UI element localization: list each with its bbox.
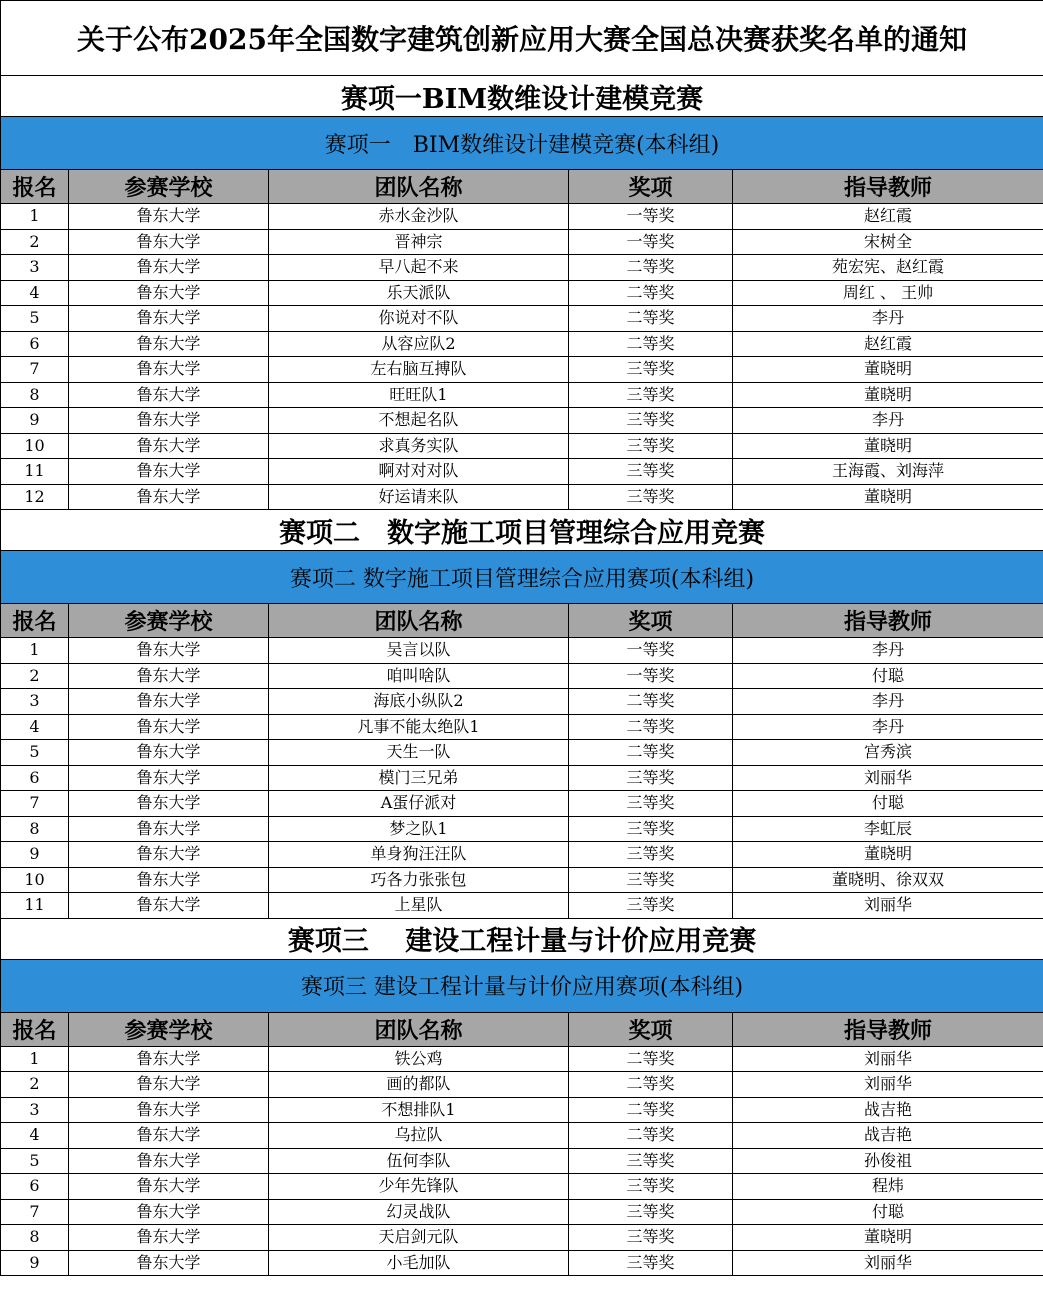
team-name-cell: 天生一队 bbox=[269, 740, 569, 766]
table-row bbox=[1, 791, 1043, 817]
rank-cell: 9 bbox=[1, 1250, 69, 1276]
section-heading: 赛项一BIM数维设计建模竞赛 bbox=[1, 76, 1043, 117]
school-cell: 鲁东大学 bbox=[69, 867, 269, 893]
rank-cell: 2 bbox=[1, 229, 69, 255]
header-team-name: 团队名称 bbox=[269, 1012, 569, 1046]
advisor-cell: 董晓明 bbox=[733, 433, 1043, 459]
school-cell: 鲁东大学 bbox=[69, 433, 269, 459]
rank-cell: 2 bbox=[1, 1072, 69, 1098]
advisor-cell: 赵红霞 bbox=[733, 331, 1043, 357]
rank-cell: 5 bbox=[1, 306, 69, 332]
advisor-cell: 宫秀滨 bbox=[733, 740, 1043, 766]
team-name-cell: 早八起不来 bbox=[269, 255, 569, 281]
award-cell: 三等奖 bbox=[569, 459, 733, 485]
header-team-name: 团队名称 bbox=[269, 604, 569, 638]
table-row bbox=[1, 1097, 1043, 1123]
award-cell: 三等奖 bbox=[569, 1199, 733, 1225]
advisor-cell: 宋树全 bbox=[733, 229, 1043, 255]
award-cell: 二等奖 bbox=[569, 1072, 733, 1098]
school-cell: 鲁东大学 bbox=[69, 306, 269, 332]
rank-cell: 7 bbox=[1, 791, 69, 817]
advisor-cell: 董晓明 bbox=[733, 382, 1043, 408]
team-name-cell: 你说对不队 bbox=[269, 306, 569, 332]
rank-cell: 9 bbox=[1, 408, 69, 434]
advisor-cell: 董晓明 bbox=[733, 484, 1043, 510]
school-cell: 鲁东大学 bbox=[69, 1148, 269, 1174]
team-name-cell: 单身狗汪汪队 bbox=[269, 842, 569, 868]
advisor-cell: 董晓明 bbox=[733, 1225, 1043, 1251]
team-name-cell: 乐天派队 bbox=[269, 280, 569, 306]
award-cell: 三等奖 bbox=[569, 1225, 733, 1251]
rank-cell: 10 bbox=[1, 867, 69, 893]
school-cell: 鲁东大学 bbox=[69, 255, 269, 281]
header-advisor: 指导教师 bbox=[733, 170, 1043, 204]
award-cell: 一等奖 bbox=[569, 663, 733, 689]
award-cell: 三等奖 bbox=[569, 1148, 733, 1174]
rank-cell: 1 bbox=[1, 638, 69, 664]
rank-cell: 4 bbox=[1, 714, 69, 740]
award-cell: 二等奖 bbox=[569, 1097, 733, 1123]
advisor-cell: 刘丽华 bbox=[733, 1250, 1043, 1276]
table-row bbox=[1, 842, 1043, 868]
award-cell: 三等奖 bbox=[569, 433, 733, 459]
header-school: 参赛学校 bbox=[69, 1012, 269, 1046]
advisor-cell: 董晓明 bbox=[733, 357, 1043, 383]
header-award: 奖项 bbox=[569, 1012, 733, 1046]
rank-cell: 7 bbox=[1, 1199, 69, 1225]
team-name-cell: A蛋仔派对 bbox=[269, 791, 569, 817]
rank-cell: 10 bbox=[1, 433, 69, 459]
award-cell: 三等奖 bbox=[569, 1250, 733, 1276]
advisor-cell: 董晓明 bbox=[733, 842, 1043, 868]
advisor-cell: 李虹辰 bbox=[733, 816, 1043, 842]
advisor-cell: 董晓明、徐双双 bbox=[733, 867, 1043, 893]
school-cell: 鲁东大学 bbox=[69, 765, 269, 791]
team-name-cell: 好运请来队 bbox=[269, 484, 569, 510]
award-cell: 三等奖 bbox=[569, 484, 733, 510]
table-row bbox=[1, 280, 1043, 306]
school-cell: 鲁东大学 bbox=[69, 740, 269, 766]
advisor-cell: 周红 、 王帅 bbox=[733, 280, 1043, 306]
rank-cell: 5 bbox=[1, 1148, 69, 1174]
team-name-cell: 少年先锋队 bbox=[269, 1174, 569, 1200]
rank-cell: 11 bbox=[1, 459, 69, 485]
table-row bbox=[1, 765, 1043, 791]
table-row bbox=[1, 638, 1043, 664]
school-cell: 鲁东大学 bbox=[69, 714, 269, 740]
advisor-cell: 战吉艳 bbox=[733, 1097, 1043, 1123]
table-row bbox=[1, 204, 1043, 230]
page-title: 关于公布2025年全国数字建筑创新应用大赛全国总决赛获奖名单的通知 bbox=[1, 1, 1043, 76]
team-name-cell: 铁公鸡 bbox=[269, 1046, 569, 1072]
rank-cell: 3 bbox=[1, 255, 69, 281]
advisor-cell: 战吉艳 bbox=[733, 1123, 1043, 1149]
school-cell: 鲁东大学 bbox=[69, 229, 269, 255]
rank-cell: 6 bbox=[1, 1174, 69, 1200]
school-cell: 鲁东大学 bbox=[69, 357, 269, 383]
team-name-cell: 海底小纵队2 bbox=[269, 689, 569, 715]
advisor-cell: 刘丽华 bbox=[733, 1046, 1043, 1072]
table-row bbox=[1, 1225, 1043, 1251]
award-cell: 三等奖 bbox=[569, 1174, 733, 1200]
school-cell: 鲁东大学 bbox=[69, 1174, 269, 1200]
school-cell: 鲁东大学 bbox=[69, 1097, 269, 1123]
column-header-row bbox=[1, 1012, 1043, 1046]
award-cell: 二等奖 bbox=[569, 1046, 733, 1072]
advisor-cell: 李丹 bbox=[733, 408, 1043, 434]
advisor-cell: 李丹 bbox=[733, 689, 1043, 715]
team-name-cell: 上星队 bbox=[269, 893, 569, 919]
award-cell: 一等奖 bbox=[569, 229, 733, 255]
rank-cell: 5 bbox=[1, 740, 69, 766]
advisor-cell: 刘丽华 bbox=[733, 765, 1043, 791]
table-row bbox=[1, 714, 1043, 740]
rank-cell: 1 bbox=[1, 1046, 69, 1072]
table-row bbox=[1, 484, 1043, 510]
rank-cell: 7 bbox=[1, 357, 69, 383]
section-heading: 赛项三 建设工程计量与计价应用竞赛 bbox=[1, 918, 1043, 959]
award-cell: 一等奖 bbox=[569, 638, 733, 664]
table-row bbox=[1, 1174, 1043, 1200]
table-row bbox=[1, 663, 1043, 689]
school-cell: 鲁东大学 bbox=[69, 1225, 269, 1251]
school-cell: 鲁东大学 bbox=[69, 816, 269, 842]
team-name-cell: 从容应队2 bbox=[269, 331, 569, 357]
award-cell: 一等奖 bbox=[569, 204, 733, 230]
table-row bbox=[1, 331, 1043, 357]
rank-cell: 9 bbox=[1, 842, 69, 868]
table-row bbox=[1, 1123, 1043, 1149]
rank-cell: 12 bbox=[1, 484, 69, 510]
team-name-cell: 晋神宗 bbox=[269, 229, 569, 255]
team-name-cell: 小毛加队 bbox=[269, 1250, 569, 1276]
table-row bbox=[1, 459, 1043, 485]
advisor-cell: 付聪 bbox=[733, 1199, 1043, 1225]
rank-cell: 3 bbox=[1, 1097, 69, 1123]
table-row bbox=[1, 229, 1043, 255]
advisor-cell: 付聪 bbox=[733, 791, 1043, 817]
award-cell: 二等奖 bbox=[569, 740, 733, 766]
header-school: 参赛学校 bbox=[69, 604, 269, 638]
award-cell: 三等奖 bbox=[569, 382, 733, 408]
award-cell: 二等奖 bbox=[569, 714, 733, 740]
team-name-cell: 不想起名队 bbox=[269, 408, 569, 434]
table-row bbox=[1, 1250, 1043, 1276]
rank-cell: 3 bbox=[1, 689, 69, 715]
school-cell: 鲁东大学 bbox=[69, 484, 269, 510]
table-row bbox=[1, 408, 1043, 434]
award-cell: 三等奖 bbox=[569, 765, 733, 791]
rank-cell: 6 bbox=[1, 765, 69, 791]
advisor-cell: 刘丽华 bbox=[733, 893, 1043, 919]
table-row bbox=[1, 382, 1043, 408]
table-row bbox=[1, 255, 1043, 281]
rank-cell: 8 bbox=[1, 816, 69, 842]
column-header-row bbox=[1, 170, 1043, 204]
table-row bbox=[1, 306, 1043, 332]
school-cell: 鲁东大学 bbox=[69, 1046, 269, 1072]
school-cell: 鲁东大学 bbox=[69, 331, 269, 357]
team-name-cell: 旺旺队1 bbox=[269, 382, 569, 408]
table-row bbox=[1, 893, 1043, 919]
team-name-cell: 啊对对对队 bbox=[269, 459, 569, 485]
school-cell: 鲁东大学 bbox=[69, 689, 269, 715]
team-name-cell: 吴言以队 bbox=[269, 638, 569, 664]
rank-cell: 11 bbox=[1, 893, 69, 919]
header-rank: 报名 bbox=[1, 1012, 69, 1046]
award-cell: 二等奖 bbox=[569, 689, 733, 715]
table-row bbox=[1, 689, 1043, 715]
team-name-cell: 求真务实队 bbox=[269, 433, 569, 459]
team-name-cell: 凡事不能太绝队1 bbox=[269, 714, 569, 740]
rank-cell: 8 bbox=[1, 382, 69, 408]
school-cell: 鲁东大学 bbox=[69, 842, 269, 868]
rank-cell: 4 bbox=[1, 1123, 69, 1149]
award-cell: 二等奖 bbox=[569, 1123, 733, 1149]
award-cell: 三等奖 bbox=[569, 408, 733, 434]
rank-cell: 1 bbox=[1, 204, 69, 230]
advisor-cell: 苑宏宪、赵红霞 bbox=[733, 255, 1043, 281]
award-cell: 三等奖 bbox=[569, 791, 733, 817]
team-name-cell: 咱叫啥队 bbox=[269, 663, 569, 689]
advisor-cell: 王海霞、刘海萍 bbox=[733, 459, 1043, 485]
school-cell: 鲁东大学 bbox=[69, 663, 269, 689]
award-cell: 三等奖 bbox=[569, 357, 733, 383]
team-name-cell: 伍何李队 bbox=[269, 1148, 569, 1174]
school-cell: 鲁东大学 bbox=[69, 1123, 269, 1149]
school-cell: 鲁东大学 bbox=[69, 1199, 269, 1225]
rank-cell: 2 bbox=[1, 663, 69, 689]
header-rank: 报名 bbox=[1, 604, 69, 638]
team-name-cell: 巧各力张张包 bbox=[269, 867, 569, 893]
rank-cell: 6 bbox=[1, 331, 69, 357]
team-name-cell: 模门三兄弟 bbox=[269, 765, 569, 791]
header-rank: 报名 bbox=[1, 170, 69, 204]
school-cell: 鲁东大学 bbox=[69, 382, 269, 408]
table-row bbox=[1, 1148, 1043, 1174]
advisor-cell: 李丹 bbox=[733, 714, 1043, 740]
team-name-cell: 幻灵战队 bbox=[269, 1199, 569, 1225]
advisor-cell: 程炜 bbox=[733, 1174, 1043, 1200]
section-heading: 赛项二 数字施工项目管理综合应用竞赛 bbox=[1, 510, 1043, 551]
header-school: 参赛学校 bbox=[69, 170, 269, 204]
award-cell: 三等奖 bbox=[569, 867, 733, 893]
header-award: 奖项 bbox=[569, 604, 733, 638]
school-cell: 鲁东大学 bbox=[69, 459, 269, 485]
table-row bbox=[1, 816, 1043, 842]
team-name-cell: 不想排队1 bbox=[269, 1097, 569, 1123]
team-name-cell: 左右脑互搏队 bbox=[269, 357, 569, 383]
rank-cell: 4 bbox=[1, 280, 69, 306]
section-subheading: 赛项二 数字施工项目管理综合应用赛项(本科组) bbox=[1, 551, 1043, 604]
header-advisor: 指导教师 bbox=[733, 604, 1043, 638]
advisor-cell: 赵红霞 bbox=[733, 204, 1043, 230]
school-cell: 鲁东大学 bbox=[69, 1250, 269, 1276]
awards-table-body bbox=[1, 1, 1043, 1276]
table-row bbox=[1, 867, 1043, 893]
award-cell: 二等奖 bbox=[569, 331, 733, 357]
advisor-cell: 付聪 bbox=[733, 663, 1043, 689]
award-cell: 三等奖 bbox=[569, 816, 733, 842]
table-row bbox=[1, 357, 1043, 383]
school-cell: 鲁东大学 bbox=[69, 638, 269, 664]
award-cell: 三等奖 bbox=[569, 893, 733, 919]
team-name-cell: 乌拉队 bbox=[269, 1123, 569, 1149]
award-cell: 三等奖 bbox=[569, 842, 733, 868]
school-cell: 鲁东大学 bbox=[69, 1072, 269, 1098]
team-name-cell: 梦之队1 bbox=[269, 816, 569, 842]
section-subheading: 赛项三 建设工程计量与计价应用赛项(本科组) bbox=[1, 959, 1043, 1012]
section-subheading: 赛项一 BIM数维设计建模竞赛(本科组) bbox=[1, 117, 1043, 170]
advisor-cell: 孙俊祖 bbox=[733, 1148, 1043, 1174]
school-cell: 鲁东大学 bbox=[69, 893, 269, 919]
advisor-cell: 李丹 bbox=[733, 638, 1043, 664]
advisor-cell: 刘丽华 bbox=[733, 1072, 1043, 1098]
team-name-cell: 画的都队 bbox=[269, 1072, 569, 1098]
team-name-cell: 天启剑元队 bbox=[269, 1225, 569, 1251]
team-name-cell: 赤水金沙队 bbox=[269, 204, 569, 230]
rank-cell: 8 bbox=[1, 1225, 69, 1251]
school-cell: 鲁东大学 bbox=[69, 791, 269, 817]
table-row bbox=[1, 1072, 1043, 1098]
school-cell: 鲁东大学 bbox=[69, 280, 269, 306]
table-row bbox=[1, 433, 1043, 459]
header-advisor: 指导教师 bbox=[733, 1012, 1043, 1046]
column-header-row bbox=[1, 604, 1043, 638]
school-cell: 鲁东大学 bbox=[69, 204, 269, 230]
school-cell: 鲁东大学 bbox=[69, 408, 269, 434]
advisor-cell: 李丹 bbox=[733, 306, 1043, 332]
header-award: 奖项 bbox=[569, 170, 733, 204]
table-row bbox=[1, 740, 1043, 766]
award-cell: 二等奖 bbox=[569, 306, 733, 332]
award-cell: 二等奖 bbox=[569, 255, 733, 281]
header-team-name: 团队名称 bbox=[269, 170, 569, 204]
table-row bbox=[1, 1046, 1043, 1072]
table-row bbox=[1, 1199, 1043, 1225]
award-cell: 二等奖 bbox=[569, 280, 733, 306]
